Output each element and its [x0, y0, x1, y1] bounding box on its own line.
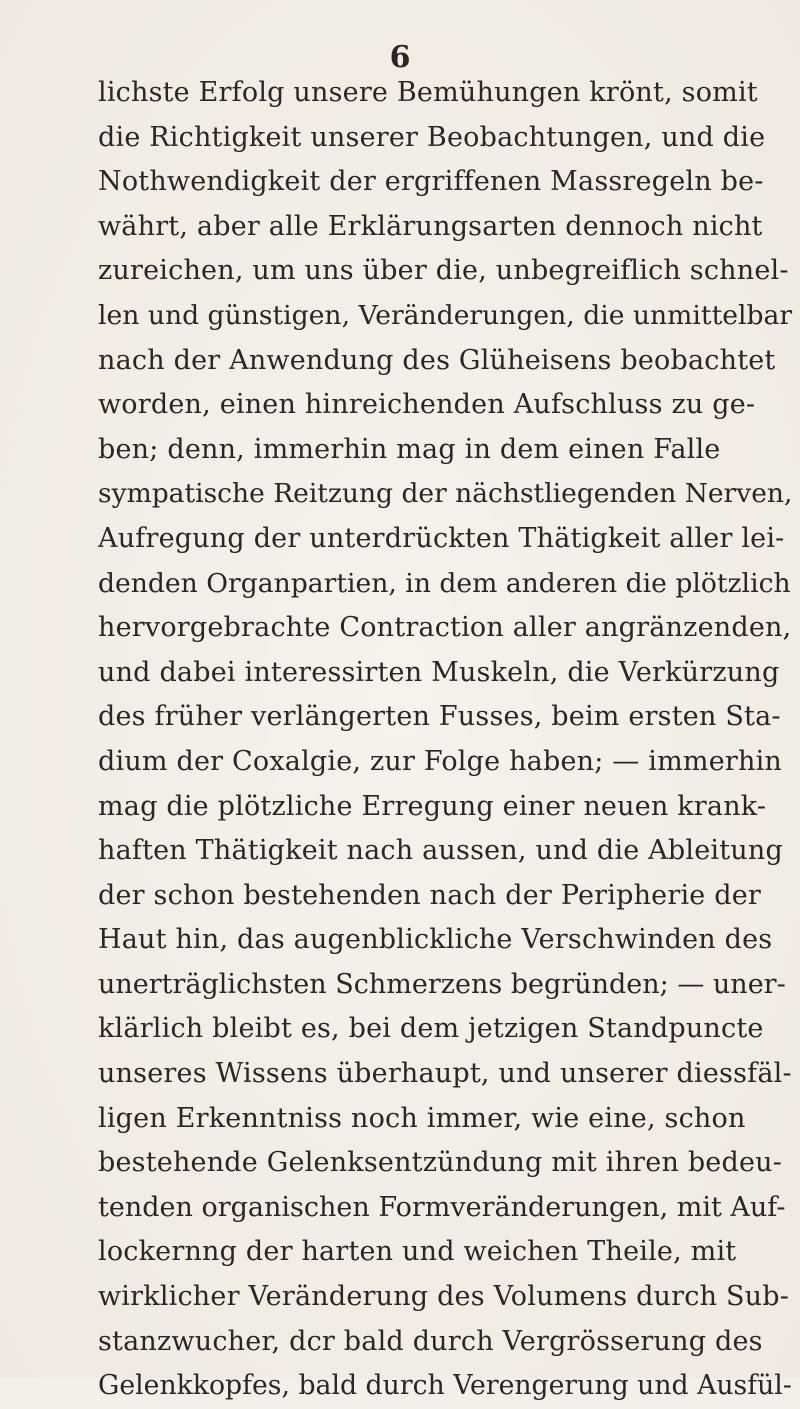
text-line: Gelenkkopfes, bald durch Verengerung und Ausfül- [98, 1370, 792, 1402]
text-line: hervorgebrachte Contraction aller angränzenden, [98, 612, 792, 644]
page-number: 6 [389, 40, 411, 75]
text-line: der schon bestehenden nach der Peripherie der [98, 879, 762, 911]
text-line: ben; denn, immerhin mag in dem einen Falle [98, 433, 721, 465]
text-line: die Richtigkeit unserer Beobachtungen, und die [98, 121, 766, 153]
text-line: Haut hin, das augenblickliche Verschwinden des [98, 924, 773, 956]
text-line: bestehende Gelenksentzündung mit ihren bedeu- [98, 1147, 783, 1179]
text-line: mag die plötzliche Erregung einer neuen krank- [98, 790, 767, 822]
text-line: ligen Erkenntniss noch immer, wie eine, schon [98, 1102, 746, 1134]
body-text [98, 71, 798, 1409]
text-line: klärlich bleibt es, bei dem jetzigen Standpuncte [98, 1013, 764, 1045]
text-line: haften Thätigkeit nach aussen, und die Ableitung [98, 835, 783, 867]
text-line: und dabei interessirten Muskeln, die Verkürzung [98, 656, 780, 688]
text-line: sympatische Reitzung der nächstliegenden Nerven, [98, 478, 793, 510]
text-line: Aufregung der unterdrückten Thätigkeit aller lei- [98, 522, 785, 554]
text-line: tenden organischen Formveränderungen, mit Auf- [98, 1191, 786, 1223]
text-line: unerträglichsten Schmerzens begründen; — uner- [98, 968, 786, 1000]
text-line: worden, einen hinreichenden Aufschluss zu ge- [98, 389, 756, 421]
text-line: Nothwendigkeit der ergriffenen Massregeln be- [98, 166, 764, 198]
text-line: währt, aber alle Erklärungsarten dennoch nicht [98, 210, 763, 242]
text-line: denden Organpartien, in dem anderen die plötzlich [98, 567, 791, 599]
text-line: dium der Coxalgie, zur Folge haben; — immerhin [98, 745, 783, 777]
text-line: wirklicher Veränderung des Volumens durch Sub- [98, 1281, 790, 1313]
text-line: des früher verlängerten Fusses, beim ersten Sta- [98, 701, 781, 733]
text-line: zureichen, um uns über die, unbegreiflich schnel- [98, 255, 789, 287]
text-line: len und günstigen, Veränderungen, die unmittelbar [98, 299, 793, 331]
text-line: lichste Erfolg unsere Bemühungen krönt, somit [98, 77, 758, 108]
text-line: lockernng der harten und weichen Theile, mit [98, 1236, 737, 1268]
text-line: stanzwucher, dcr bald durch Vergrösserung des [98, 1325, 763, 1357]
text-line: unseres Wissens überhaupt, und unserer diessfäl- [98, 1058, 792, 1090]
text-line: nach der Anwendung des Glüheisens beobachtet [98, 344, 776, 376]
